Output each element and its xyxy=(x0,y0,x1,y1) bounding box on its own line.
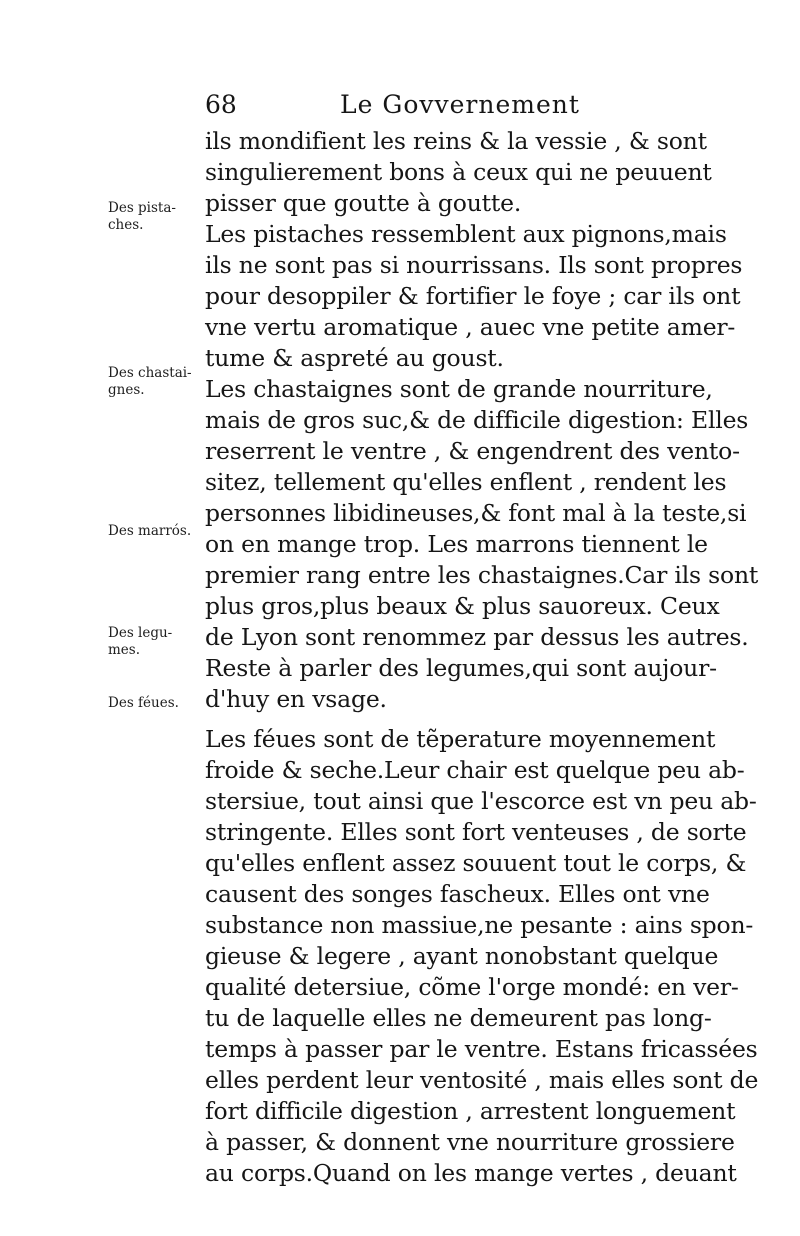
text-line: on en mange trop. Les marrons tiennent le xyxy=(205,530,708,558)
margin-notes xyxy=(0,0,205,1236)
text-line: au corps.Quand on les mange vertes , deuant xyxy=(205,1159,737,1187)
text-line: ils ne sont pas si nourrissans. Ils sont propres xyxy=(205,251,743,279)
text-line: reserrent le ventre , & engendrent des vento- xyxy=(205,437,740,465)
margin-note-line: Des marrós. xyxy=(108,523,192,539)
text-line: elles perdent leur ventosité , mais elles sont de xyxy=(205,1066,759,1094)
margin-note-line: mes. xyxy=(108,642,141,658)
text-line: stringente. Elles sont fort venteuses , de sorte xyxy=(205,818,747,846)
text-line: ils mondifient les reins & la vessie , & sont xyxy=(205,127,707,155)
margin-note-line: Des pista- xyxy=(108,200,176,216)
page-number: 68 xyxy=(205,90,237,119)
text-line: tu de laquelle elles ne demeurent pas long- xyxy=(205,1004,712,1032)
margin-note-line: Des legu- xyxy=(108,625,173,641)
text-line: Les féues sont de tẽperature moyennement xyxy=(205,725,716,753)
text-line: pour desoppiler & fortifier le foye ; car ils ont xyxy=(205,282,741,310)
text-line: causent des songes fascheux. Elles ont vne xyxy=(205,880,710,908)
text-line: de Lyon sont renommez par dessus les autres. xyxy=(205,623,749,651)
text-line: personnes libidineuses,& font mal à la teste,si xyxy=(205,499,747,527)
text-line: singulierement bons à ceux qui ne peuuent xyxy=(205,158,712,186)
margin-note-line: gnes. xyxy=(108,382,145,398)
text-line: qualité detersiue, cõme l'orge mondé: en ver- xyxy=(205,973,739,1001)
text-line: qu'elles enflent assez souuent tout le corps, & xyxy=(205,849,747,877)
margin-note-line: Des féues. xyxy=(108,695,179,711)
text-line: tume & aspreté au goust. xyxy=(205,344,504,372)
text-line: à passer, & donnent vne nourriture grossiere xyxy=(205,1128,735,1156)
running-title: Le Govvernement xyxy=(340,90,580,119)
text-line: d'huy en vsage. xyxy=(205,685,387,713)
text-line: pisser que goutte à goutte. xyxy=(205,189,522,217)
margin-note-pistaches xyxy=(108,200,204,234)
text-line: temps à passer par le ventre. Estans fricassées xyxy=(205,1035,758,1063)
text-line: substance non massiue,ne pesante : ains spon- xyxy=(205,911,754,939)
text-line: Les chastaignes sont de grande nourriture, xyxy=(205,375,713,403)
margin-note-chastaignes xyxy=(108,365,204,399)
text-line: fort difficile digestion , arrestent longuement xyxy=(205,1097,736,1125)
text-line: mais de gros suc,& de difficile digestion: Elles xyxy=(205,406,749,434)
margin-note-line: ches. xyxy=(108,217,144,233)
margin-note-feues xyxy=(108,695,204,712)
text-line: stersiue, tout ainsi que l'escorce est vn peu ab- xyxy=(205,787,757,815)
text-line: premier rang entre les chastaignes.Car ils sont xyxy=(205,561,759,589)
text-line: froide & seche.Leur chair est quelque peu ab- xyxy=(205,756,745,784)
margin-note-legumes xyxy=(108,625,204,659)
text-line: vne vertu aromatique , auec vne petite amer- xyxy=(205,313,736,341)
text-line: Reste à parler des legumes,qui sont aujour- xyxy=(205,654,717,682)
body-text xyxy=(205,126,759,1189)
text-line: plus gros,plus beaux & plus sauoreux. Ceux xyxy=(205,592,720,620)
text-line: gieuse & legere , ayant nonobstant quelque xyxy=(205,942,719,970)
text-line: sitez, tellement qu'elles enflent , rendent les xyxy=(205,468,727,496)
margin-note-line: Des chastai- xyxy=(108,365,192,381)
text-line: Les pistaches ressemblent aux pignons,mais xyxy=(205,220,727,248)
running-head xyxy=(205,88,680,122)
margin-note-marrons xyxy=(108,523,204,540)
